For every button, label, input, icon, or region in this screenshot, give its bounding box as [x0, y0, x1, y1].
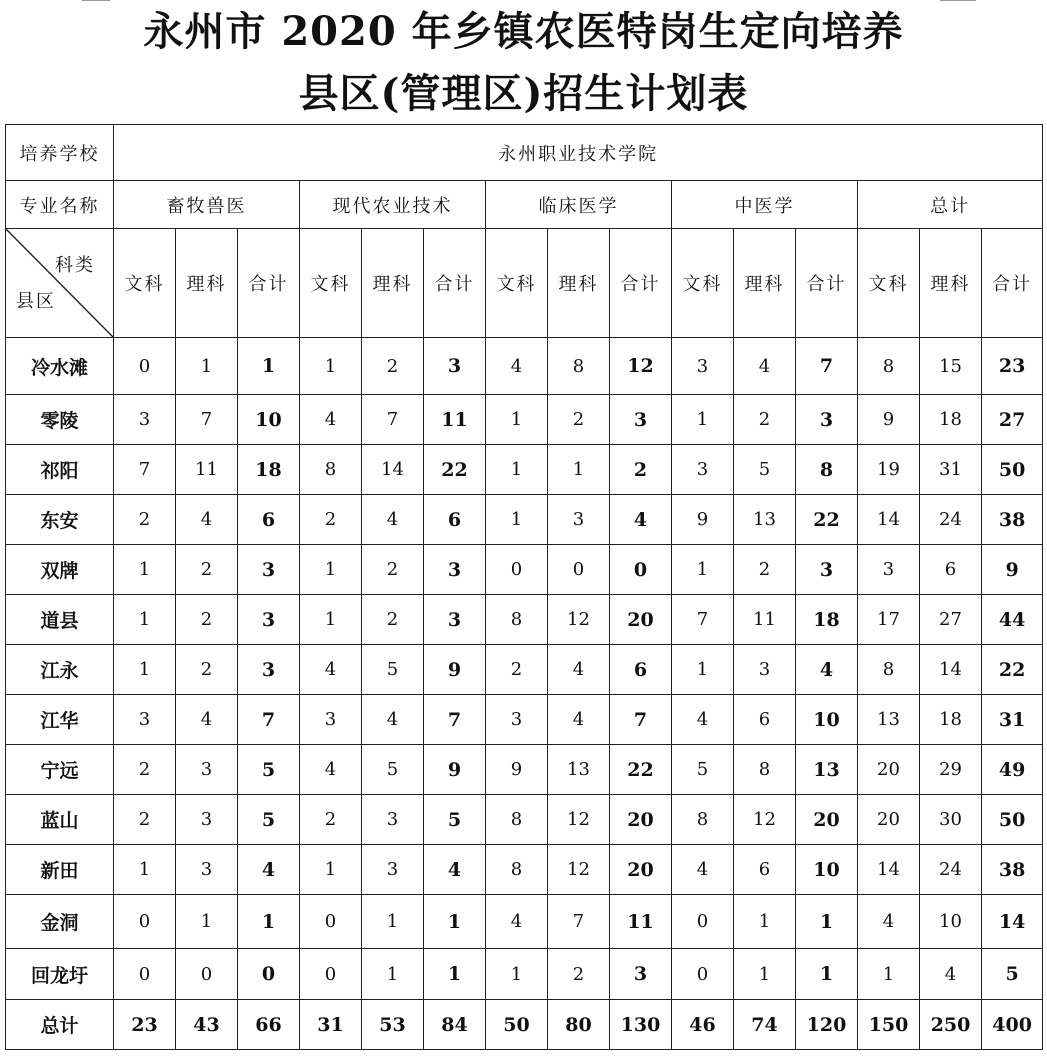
sub-header-cell: 理科	[362, 229, 424, 338]
total-value-cell: 43	[176, 1000, 238, 1050]
major-header-clinical: 临床医学	[486, 181, 672, 229]
value-cell: 2	[300, 795, 362, 845]
value-cell: 0	[672, 895, 734, 949]
subtotal-cell: 0	[238, 949, 300, 1000]
subtotal-cell: 20	[610, 595, 672, 645]
table-row	[6, 495, 1043, 545]
value-cell: 8	[486, 845, 548, 895]
value-cell: 6	[920, 545, 982, 595]
value-cell: 1	[300, 545, 362, 595]
value-cell: 2	[176, 595, 238, 645]
value-cell: 2	[548, 395, 610, 445]
value-cell: 1	[300, 338, 362, 395]
page-title-line-1: 永州市 2020 年乡镇农医特岗生定向培养	[143, 8, 904, 55]
top-edge-mark-left	[82, 0, 110, 1]
corner-diagonal-cell	[6, 229, 114, 338]
value-cell: 5	[362, 645, 424, 695]
total-value-cell: 150	[858, 1000, 920, 1050]
value-cell: 1	[114, 845, 176, 895]
subtotal-cell: 10	[796, 845, 858, 895]
subtotal-cell: 5	[238, 745, 300, 795]
value-cell: 3	[362, 795, 424, 845]
total-value-cell: 84	[424, 1000, 486, 1050]
value-cell: 19	[858, 445, 920, 495]
table-row	[6, 895, 1043, 949]
subtotal-cell: 3	[610, 395, 672, 445]
value-cell: 17	[858, 595, 920, 645]
value-cell: 10	[920, 895, 982, 949]
value-cell: 8	[672, 795, 734, 845]
major-header-total: 总计	[858, 181, 1043, 229]
subtotal-cell: 1	[796, 895, 858, 949]
table-row	[6, 645, 1043, 695]
value-cell: 1	[176, 338, 238, 395]
subtotal-cell: 3	[238, 595, 300, 645]
value-cell: 3	[486, 695, 548, 745]
value-cell: 12	[548, 595, 610, 645]
value-cell: 0	[114, 338, 176, 395]
value-cell: 1	[858, 949, 920, 1000]
subtotal-cell: 6	[424, 495, 486, 545]
major-header-livestock: 畜牧兽医	[114, 181, 300, 229]
sub-header-cell: 文科	[300, 229, 362, 338]
subtotal-cell: 27	[982, 395, 1043, 445]
value-cell: 14	[920, 645, 982, 695]
value-cell: 4	[362, 695, 424, 745]
county-name-cell: 道县	[6, 595, 114, 645]
value-cell: 0	[114, 895, 176, 949]
subtotal-cell: 22	[982, 645, 1043, 695]
subtotal-cell: 3	[610, 949, 672, 1000]
value-cell: 3	[114, 695, 176, 745]
subtotal-cell: 3	[796, 395, 858, 445]
value-cell: 4	[486, 895, 548, 949]
value-cell: 2	[176, 545, 238, 595]
value-cell: 14	[858, 495, 920, 545]
county-name-cell: 蓝山	[6, 795, 114, 845]
subtotal-cell: 4	[610, 495, 672, 545]
county-name-cell: 祁阳	[6, 445, 114, 495]
school-label-cell: 培养学校	[6, 125, 114, 181]
subtotal-cell: 0	[610, 545, 672, 595]
subtotal-cell: 5	[424, 795, 486, 845]
subtotal-cell: 7	[610, 695, 672, 745]
subtotal-cell: 5	[238, 795, 300, 845]
value-cell: 13	[548, 745, 610, 795]
value-cell: 7	[548, 895, 610, 949]
value-cell: 6	[734, 845, 796, 895]
value-cell: 1	[362, 949, 424, 1000]
total-value-cell: 31	[300, 1000, 362, 1050]
value-cell: 2	[114, 795, 176, 845]
value-cell: 4	[362, 495, 424, 545]
table-row	[6, 545, 1043, 595]
value-cell: 7	[176, 395, 238, 445]
value-cell: 1	[672, 545, 734, 595]
value-cell: 4	[176, 495, 238, 545]
total-value-cell: 53	[362, 1000, 424, 1050]
table-row	[6, 395, 1043, 445]
value-cell: 4	[486, 338, 548, 395]
value-cell: 2	[362, 545, 424, 595]
sub-header-cell: 理科	[920, 229, 982, 338]
value-cell: 31	[920, 445, 982, 495]
sub-header-cell: 合计	[610, 229, 672, 338]
value-cell: 1	[114, 545, 176, 595]
table-row	[6, 845, 1043, 895]
value-cell: 18	[920, 695, 982, 745]
corner-top-label: 科类	[55, 255, 95, 276]
value-cell: 8	[858, 645, 920, 695]
value-cell: 18	[920, 395, 982, 445]
sub-header-cell: 文科	[858, 229, 920, 338]
value-cell: 2	[486, 645, 548, 695]
subtotal-cell: 3	[238, 645, 300, 695]
subtotal-cell: 10	[238, 395, 300, 445]
value-cell: 30	[920, 795, 982, 845]
value-cell: 2	[114, 495, 176, 545]
sub-header-cell: 合计	[796, 229, 858, 338]
value-cell: 0	[486, 545, 548, 595]
subtotal-cell: 4	[796, 645, 858, 695]
value-cell: 1	[672, 395, 734, 445]
enrollment-plan-table	[5, 124, 1043, 1050]
value-cell: 0	[300, 895, 362, 949]
value-cell: 8	[486, 595, 548, 645]
top-edge-mark-right	[940, 0, 976, 1]
value-cell: 0	[300, 949, 362, 1000]
subtotal-cell: 18	[238, 445, 300, 495]
value-cell: 1	[114, 645, 176, 695]
subtotal-cell: 10	[796, 695, 858, 745]
value-cell: 1	[486, 445, 548, 495]
sub-header-cell: 文科	[486, 229, 548, 338]
subtotal-cell: 22	[424, 445, 486, 495]
table-row	[6, 745, 1043, 795]
value-cell: 14	[362, 445, 424, 495]
subtotal-cell: 1	[424, 895, 486, 949]
county-name-cell: 新田	[6, 845, 114, 895]
major-label-cell: 专业名称	[6, 181, 114, 229]
value-cell: 5	[672, 745, 734, 795]
subtotal-cell: 20	[610, 795, 672, 845]
subtotal-cell: 12	[610, 338, 672, 395]
total-value-cell: 66	[238, 1000, 300, 1050]
value-cell: 4	[548, 695, 610, 745]
subtotal-cell: 7	[796, 338, 858, 395]
value-cell: 5	[362, 745, 424, 795]
corner-bottom-label: 县区	[16, 291, 56, 312]
value-cell: 20	[858, 745, 920, 795]
value-cell: 8	[734, 745, 796, 795]
subtotal-cell: 3	[796, 545, 858, 595]
value-cell: 4	[672, 845, 734, 895]
subtotal-cell: 1	[238, 338, 300, 395]
sub-header-cell: 文科	[114, 229, 176, 338]
total-value-cell: 400	[982, 1000, 1043, 1050]
value-cell: 29	[920, 745, 982, 795]
value-cell: 1	[114, 595, 176, 645]
subtotal-cell: 38	[982, 845, 1043, 895]
sub-header-cell: 合计	[424, 229, 486, 338]
county-name-cell: 回龙圩	[6, 949, 114, 1000]
county-name-cell: 金洞	[6, 895, 114, 949]
subtotal-cell: 50	[982, 795, 1043, 845]
total-value-cell: 120	[796, 1000, 858, 1050]
total-label-cell: 总计	[6, 1000, 114, 1050]
value-cell: 0	[114, 949, 176, 1000]
value-cell: 3	[672, 338, 734, 395]
subtotal-cell: 31	[982, 695, 1043, 745]
value-cell: 4	[176, 695, 238, 745]
value-cell: 24	[920, 845, 982, 895]
subtotal-cell: 22	[796, 495, 858, 545]
value-cell: 3	[858, 545, 920, 595]
subtotal-cell: 3	[238, 545, 300, 595]
subtotal-cell: 38	[982, 495, 1043, 545]
value-cell: 1	[300, 845, 362, 895]
value-cell: 13	[734, 495, 796, 545]
total-value-cell: 74	[734, 1000, 796, 1050]
value-cell: 20	[858, 795, 920, 845]
value-cell: 1	[300, 595, 362, 645]
total-value-cell: 250	[920, 1000, 982, 1050]
value-cell: 3	[114, 395, 176, 445]
value-cell: 1	[362, 895, 424, 949]
total-row	[6, 1000, 1043, 1050]
value-cell: 3	[362, 845, 424, 895]
total-value-cell: 23	[114, 1000, 176, 1050]
value-cell: 11	[176, 445, 238, 495]
value-cell: 2	[734, 545, 796, 595]
value-cell: 27	[920, 595, 982, 645]
value-cell: 7	[114, 445, 176, 495]
sub-header-cell: 文科	[672, 229, 734, 338]
value-cell: 5	[734, 445, 796, 495]
subtotal-cell: 20	[796, 795, 858, 845]
value-cell: 2	[300, 495, 362, 545]
subtotal-cell: 4	[238, 845, 300, 895]
value-cell: 15	[920, 338, 982, 395]
table-row	[6, 445, 1043, 495]
subtotal-cell: 1	[238, 895, 300, 949]
table-row	[6, 595, 1043, 645]
value-cell: 4	[672, 695, 734, 745]
subtotal-cell: 13	[796, 745, 858, 795]
subtotal-cell: 14	[982, 895, 1043, 949]
value-cell: 4	[920, 949, 982, 1000]
subtotal-cell: 22	[610, 745, 672, 795]
subtotal-cell: 7	[238, 695, 300, 745]
subtotal-cell: 1	[424, 949, 486, 1000]
sub-header-cell: 理科	[548, 229, 610, 338]
major-header-tcm: 中医学	[672, 181, 858, 229]
value-cell: 4	[300, 645, 362, 695]
subtotal-cell: 3	[424, 545, 486, 595]
value-cell: 2	[362, 338, 424, 395]
table-row	[6, 338, 1043, 395]
county-name-cell: 江华	[6, 695, 114, 745]
value-cell: 8	[300, 445, 362, 495]
value-cell: 12	[734, 795, 796, 845]
subtotal-cell: 20	[610, 845, 672, 895]
subtotal-cell: 9	[424, 745, 486, 795]
value-cell: 0	[176, 949, 238, 1000]
county-name-cell: 零陵	[6, 395, 114, 445]
value-cell: 1	[548, 445, 610, 495]
value-cell: 4	[548, 645, 610, 695]
value-cell: 11	[734, 595, 796, 645]
subtotal-cell: 50	[982, 445, 1043, 495]
county-name-cell: 宁远	[6, 745, 114, 795]
table-row	[6, 695, 1043, 745]
subtotal-cell: 23	[982, 338, 1043, 395]
subtotal-cell: 4	[424, 845, 486, 895]
value-cell: 1	[176, 895, 238, 949]
value-cell: 8	[548, 338, 610, 395]
value-cell: 1	[734, 895, 796, 949]
value-cell: 4	[858, 895, 920, 949]
subtotal-cell: 3	[424, 338, 486, 395]
value-cell: 2	[734, 395, 796, 445]
subtotal-cell: 1	[796, 949, 858, 1000]
value-cell: 6	[734, 695, 796, 745]
value-cell: 1	[734, 949, 796, 1000]
subtotal-cell: 5	[982, 949, 1043, 1000]
value-cell: 8	[858, 338, 920, 395]
subtotal-cell: 11	[424, 395, 486, 445]
subtotal-cell: 9	[424, 645, 486, 695]
value-cell: 9	[858, 395, 920, 445]
sub-header-cell: 合计	[238, 229, 300, 338]
subtotal-cell: 18	[796, 595, 858, 645]
value-cell: 0	[672, 949, 734, 1000]
subtotal-cell: 11	[610, 895, 672, 949]
value-cell: 3	[734, 645, 796, 695]
subtotal-cell: 3	[424, 595, 486, 645]
value-cell: 7	[672, 595, 734, 645]
value-cell: 2	[176, 645, 238, 695]
value-cell: 1	[486, 949, 548, 1000]
page-title-line-2: 县区(管理区)招生计划表	[298, 70, 749, 117]
sub-header-cell: 理科	[176, 229, 238, 338]
value-cell: 1	[672, 645, 734, 695]
value-cell: 12	[548, 845, 610, 895]
value-cell: 7	[362, 395, 424, 445]
value-cell: 3	[548, 495, 610, 545]
value-cell: 9	[672, 495, 734, 545]
total-value-cell: 50	[486, 1000, 548, 1050]
diagonal-line	[6, 229, 113, 337]
table-row	[6, 949, 1043, 1000]
total-value-cell: 80	[548, 1000, 610, 1050]
value-cell: 1	[486, 395, 548, 445]
value-cell: 8	[486, 795, 548, 845]
total-value-cell: 130	[610, 1000, 672, 1050]
value-cell: 24	[920, 495, 982, 545]
subtotal-cell: 9	[982, 545, 1043, 595]
value-cell: 3	[672, 445, 734, 495]
county-name-cell: 东安	[6, 495, 114, 545]
subtotal-cell: 8	[796, 445, 858, 495]
value-cell: 3	[176, 845, 238, 895]
value-cell: 4	[734, 338, 796, 395]
county-name-cell: 江永	[6, 645, 114, 695]
value-cell: 13	[858, 695, 920, 745]
county-name-cell: 冷水滩	[6, 338, 114, 395]
school-name-cell: 永州职业技术学院	[114, 125, 1043, 181]
sub-header-cell: 理科	[734, 229, 796, 338]
subtotal-cell: 49	[982, 745, 1043, 795]
table-row	[6, 795, 1043, 845]
value-cell: 12	[548, 795, 610, 845]
subtotal-cell: 6	[610, 645, 672, 695]
major-header-agriculture: 现代农业技术	[300, 181, 486, 229]
subtotal-cell: 7	[424, 695, 486, 745]
sub-header-cell: 合计	[982, 229, 1043, 338]
value-cell: 4	[300, 745, 362, 795]
value-cell: 0	[548, 545, 610, 595]
value-cell: 1	[486, 495, 548, 545]
value-cell: 3	[176, 745, 238, 795]
subtotal-cell: 6	[238, 495, 300, 545]
value-cell: 9	[486, 745, 548, 795]
value-cell: 14	[858, 845, 920, 895]
value-cell: 4	[300, 395, 362, 445]
value-cell: 3	[176, 795, 238, 845]
total-value-cell: 46	[672, 1000, 734, 1050]
subtotal-cell: 44	[982, 595, 1043, 645]
value-cell: 2	[114, 745, 176, 795]
value-cell: 2	[548, 949, 610, 1000]
value-cell: 2	[362, 595, 424, 645]
county-name-cell: 双牌	[6, 545, 114, 595]
value-cell: 3	[300, 695, 362, 745]
subtotal-cell: 2	[610, 445, 672, 495]
